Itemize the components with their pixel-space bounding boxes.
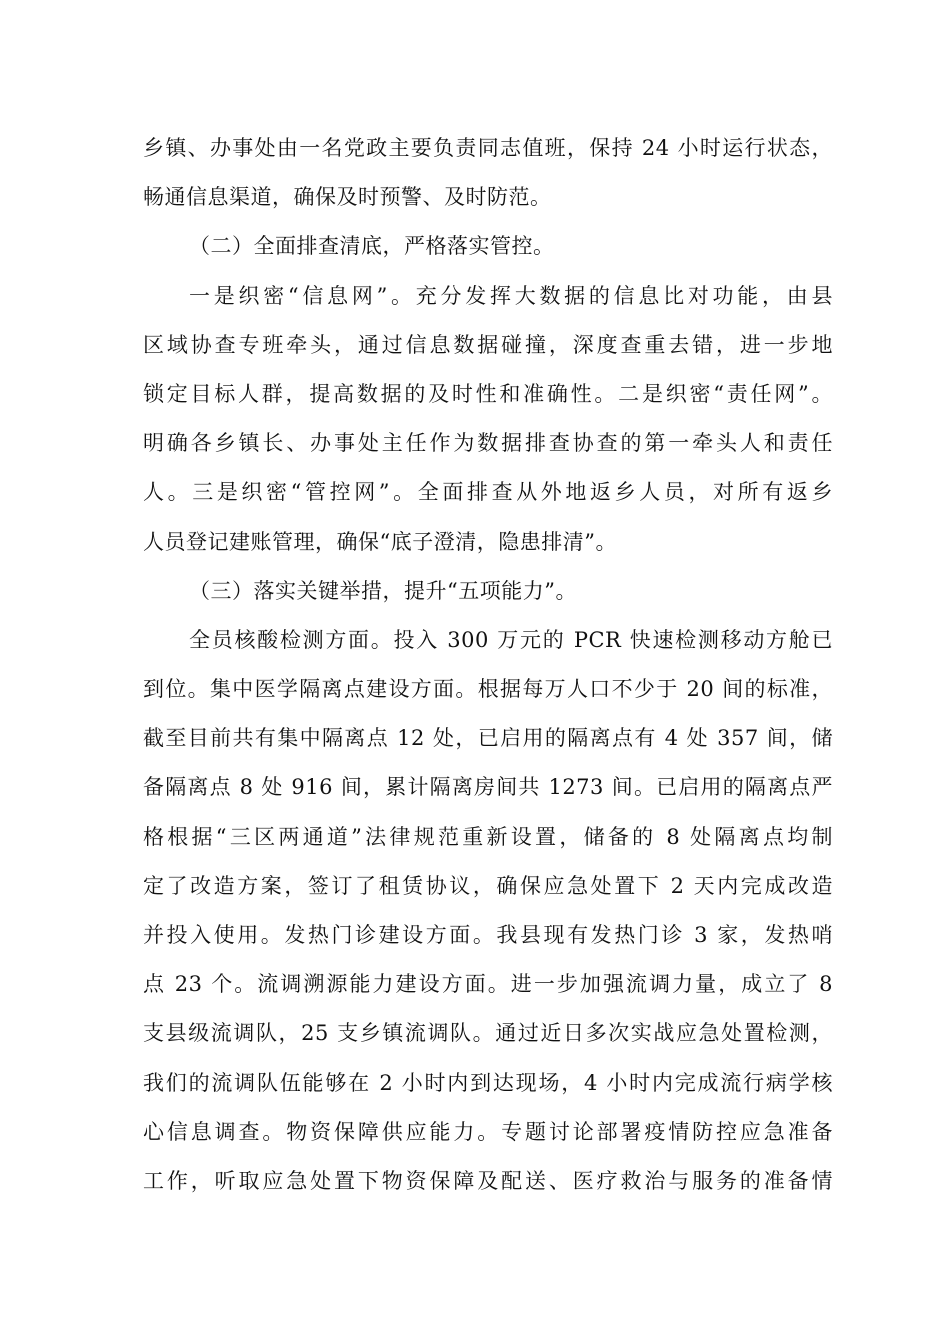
text-line: 到位。集中医学隔离点建设方面。根据每万人口不少于 20 间的标准，: [143, 677, 833, 702]
text-line: 备隔离点 8 处 916 间，累计隔离房间共 1273 间。已启用的隔离点严: [143, 775, 833, 800]
text-line: 人员登记建账管理，确保“底子澄清，隐患排清”。: [143, 529, 617, 554]
text-line: 乡镇、办事处由一名党政主要负责同志值班，保持 24 小时运行状态，: [143, 136, 833, 160]
text-line: 支县级流调队，25 支乡镇流调队。通过近日多次实战应急处置检测，: [143, 1021, 833, 1046]
text-line: 明确各乡镇长、办事处主任作为数据排查协查的第一牵头人和责任: [143, 431, 833, 456]
text-line: 点 23 个。流调溯源能力建设方面。进一步加强流调力量，成立了 8: [143, 972, 833, 997]
document-body: [143, 124, 833, 1206]
text-line: 心信息调查。物资保障供应能力。专题讨论部署疫情防控应急准备: [143, 1119, 833, 1144]
text-line: 我们的流调队伍能够在 2 小时内到达现场，4 小时内完成流行病学核: [143, 1070, 833, 1095]
text-line: 格根据“三区两通道”法律规范重新设置，储备的 8 处隔离点均制: [143, 824, 833, 849]
text-line: 一是织密“信息网”。充分发挥大数据的信息比对功能，由县: [189, 283, 833, 308]
text-line: 人。三是织密“管控网”。全面排查从外地返乡人员，对所有返乡: [143, 480, 833, 505]
section-heading: （二）全面排查清底，严格落实管控。: [189, 234, 555, 259]
text-line: 锁定目标人群，提高数据的及时性和准确性。二是织密“责任网”。: [143, 381, 833, 406]
text-line: 全员核酸检测方面。投入 300 万元的 PCR 快速检测移动方舱已: [189, 627, 833, 652]
text-line: 区域协查专班牵头，通过信息数据碰撞，深度查重去错，进一步地: [143, 332, 833, 357]
section-heading: （三）落实关键举措，提升“五项能力”。: [189, 578, 577, 603]
text-line: 工作，听取应急处置下物资保障及配送、医疗救治与服务的准备情: [143, 1168, 833, 1193]
text-line: 并投入使用。发热门诊建设方面。我县现有发热门诊 3 家，发热哨: [143, 923, 833, 947]
text-line: 截至目前共有集中隔离点 12 处，已启用的隔离点有 4 处 357 间，储: [143, 726, 833, 751]
text-line: 畅通信息渠道，确保及时预警、及时防范。: [143, 185, 552, 210]
text-line: 定了改造方案，签订了租赁协议，确保应急处置下 2 天内完成改造: [143, 873, 833, 898]
